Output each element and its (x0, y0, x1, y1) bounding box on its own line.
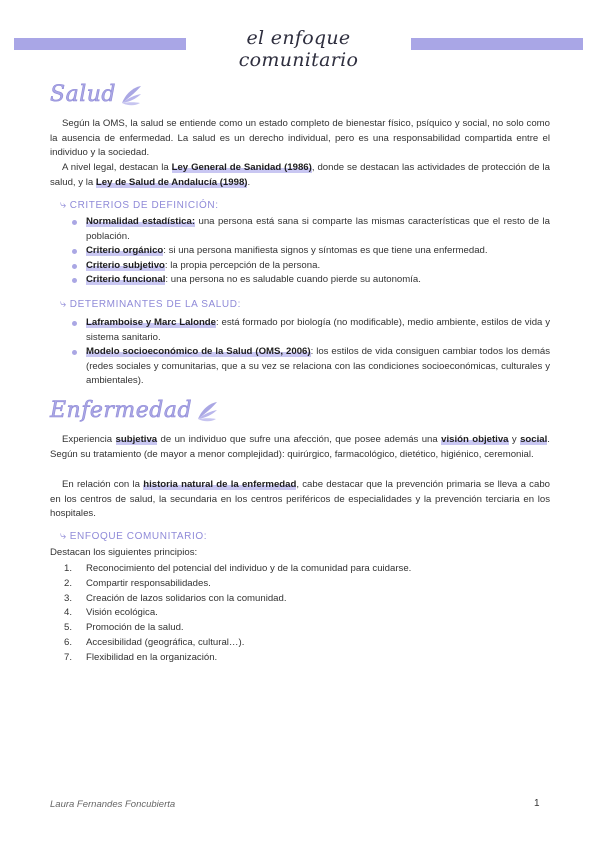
list-item-text: una persona está sana si comparte las mismas características que el resto de la población. (86, 216, 550, 242)
enf-p1-vision-objetiva: visión objetiva (441, 434, 509, 445)
list-item (70, 244, 550, 259)
subheading-enfoque-text: ENFOQUE COMUNITARIO: (69, 531, 208, 542)
enfermedad-paragraph-1 (50, 433, 550, 462)
list-item (64, 606, 544, 621)
subheading-determinantes (60, 298, 241, 311)
list-item-bold: Laframboise y Marc Lalonde (86, 317, 216, 328)
header-bar-right (411, 38, 583, 50)
page-title: el enfoque comunitario (238, 27, 359, 71)
list-item (64, 651, 544, 666)
enf-p2-historia-natural: historia natural de la enfermedad (143, 479, 297, 490)
list-item-number: 2. (64, 577, 73, 589)
section-title-enfermedad-text: Enfermedad (50, 398, 193, 423)
list-item-number: 1. (64, 563, 73, 574)
section-title-enfermedad (50, 398, 218, 423)
enf-p1-text-2: de un individuo que sufre una afección, que posee además una (157, 434, 442, 445)
section-title-salud-text: Salud (50, 82, 116, 107)
criterios-list (70, 215, 550, 288)
leaf-icon (120, 83, 142, 107)
list-item (64, 621, 544, 636)
header-bar-left (14, 38, 186, 50)
enfermedad-paragraph-2 (50, 478, 550, 522)
list-item (64, 636, 544, 651)
list-item-text: Accesibilidad (geográfica, cultural…). (86, 636, 245, 648)
salud-p2-text-3: . (247, 176, 251, 188)
curved-arrow-icon: ⤷ (60, 530, 67, 542)
list-item-text: Reconocimiento del potencial del individuo y de la comunidad para cuidarse. (86, 563, 412, 574)
list-item-number: 3. (64, 592, 73, 604)
list-item (64, 562, 544, 577)
salud-paragraph-2 (50, 161, 550, 190)
list-item-text: : si una persona manifiesta signos y síntomas es que tiene una enfermedad. (163, 245, 488, 257)
list-item-text: Visión ecológica. (86, 607, 158, 619)
enf-p1-subjetiva: subjetiva (115, 434, 158, 445)
salud-p2-text-2: , donde se destacan las actividades de protección de la salud, y la (50, 162, 550, 188)
list-item-number: 4. (64, 607, 73, 619)
leaf-icon (196, 399, 218, 423)
enf-p1-text-4: . Según su tratamiento (de mayor a menor complejidad): quirúrgico, farmacológico, dietético, higiénico, ceremonial. (50, 434, 550, 460)
enfoque-intro: Destacan los siguientes principios: (50, 547, 198, 558)
list-item (70, 316, 550, 345)
subheading-criterios (60, 199, 219, 212)
list-item-text: : está formado por biología (no modificable), medio ambiente, estilos de vida y sistema sanitario. (86, 317, 550, 343)
list-item (64, 577, 544, 592)
list-item-text: Flexibilidad en la organización. (86, 651, 218, 663)
subheading-criterios-text: CRITERIOS DE DEFINICIÓN: (69, 200, 219, 211)
list-item-text: : la propia percepción de la persona. (164, 259, 321, 271)
salud-p2-ley-general: Ley General de Sanidad (1986) (171, 162, 312, 173)
enf-p2-text-2: , cabe destacar que la prevención primaria se lleva a cabo en los centros de salud, la secundaria en los centros periféricos de especialidades y la prevención terciaria en los hospitales. (50, 479, 550, 520)
determinantes-list (70, 316, 550, 389)
subheading-enfoque (60, 530, 207, 543)
list-item-bold: Criterio subjetivo (86, 259, 165, 271)
list-item-number: 7. (64, 651, 73, 663)
enf-p2-text-1: En relación con la (62, 479, 144, 490)
enf-p1-text-1: Experiencia (62, 434, 116, 445)
enf-p1-social: social (520, 434, 548, 445)
list-item-bold: Criterio funcional (86, 274, 166, 286)
footer-author: Laura Fernandes Foncubierta (50, 799, 176, 810)
list-item-bold: Normalidad estadística: (86, 216, 196, 227)
list-item-text: Creación de lazos solidarios con la comunidad. (86, 592, 287, 604)
list-item-text: : una persona no es saludable cuando pierde su autonomía. (165, 274, 421, 286)
list-item (70, 345, 550, 389)
salud-p2-text-1: A nivel legal, destacan la (62, 162, 172, 173)
subheading-determinantes-text: DETERMINANTES DE LA SALUD: (69, 299, 241, 310)
salud-p2-ley-andalucia: Ley de Salud de Andalucía (1998) (95, 176, 248, 188)
list-item-number: 6. (64, 636, 73, 648)
list-item-bold: Modelo socioeconómico de la Salud (OMS, 2006) (86, 346, 311, 358)
list-item-text: : los estilos de vida consiguen cambiar todos los demás (redes sociales y comunitarias, que a su vez se relaciona con las condiciones socioeconómicas, culturales y ambientales). (86, 346, 550, 387)
list-item (70, 273, 550, 288)
list-item (64, 592, 544, 607)
page-number: 1 (534, 798, 540, 809)
list-item-number: 5. (64, 622, 73, 634)
list-item-bold: Criterio orgánico (86, 245, 164, 257)
principios-list (64, 562, 544, 666)
section-title-salud (50, 82, 142, 107)
list-item (70, 215, 550, 244)
list-item-text: Compartir responsabilidades. (86, 577, 211, 589)
list-item-text: Promoción de la salud. (86, 622, 184, 634)
curved-arrow-icon: ⤷ (60, 199, 67, 211)
salud-paragraph-1: Según la OMS, la salud se entiende como un estado completo de bienestar físico, psíquico y social, no solo como la ausencia de enfermedad. La salud es un derecho individual, pero es una responsabilidad compartida entre el individuo y la sociedad. (50, 118, 550, 159)
curved-arrow-icon: ⤷ (60, 298, 67, 310)
enf-p1-text-3: y (508, 434, 521, 445)
list-item (70, 259, 550, 274)
